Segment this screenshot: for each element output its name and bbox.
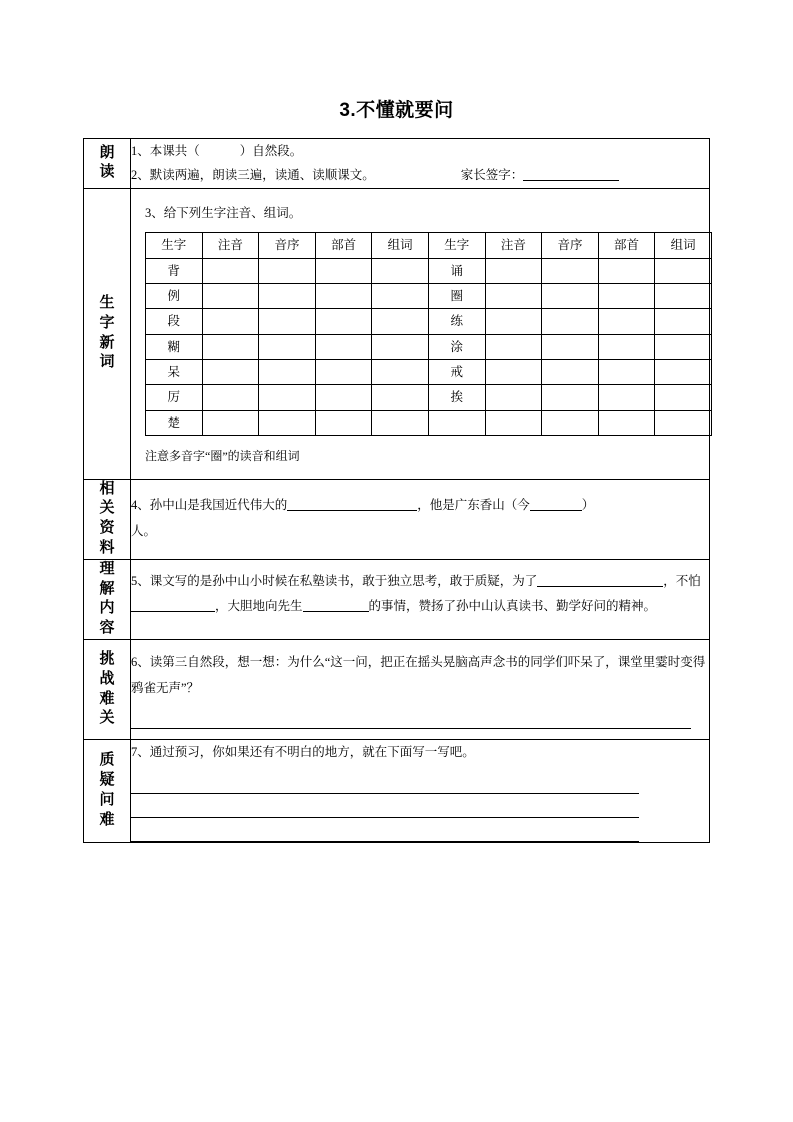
task-4-text-b: ，他是广东香山（今	[417, 498, 530, 513]
section-label-comprehension	[84, 559, 131, 639]
section-label-challenge	[84, 639, 131, 739]
character-table-header: 注音	[202, 233, 259, 258]
task-4-blank-2[interactable]	[530, 499, 582, 512]
label-char: 挑	[99, 650, 115, 667]
character-answer-cell[interactable]	[259, 258, 316, 283]
character-answer-cell[interactable]	[315, 283, 372, 308]
character-answer-cell[interactable]	[259, 309, 316, 334]
character-answer-cell[interactable]	[372, 410, 429, 435]
character-answer-cell[interactable]	[372, 258, 429, 283]
character-answer-cell[interactable]	[598, 283, 655, 308]
character-cell: 练	[428, 309, 485, 334]
character-answer-cell[interactable]	[372, 309, 429, 334]
character-answer-cell[interactable]	[485, 309, 542, 334]
section-body-newwords	[131, 188, 710, 479]
label-char: 读	[99, 164, 115, 181]
character-table-header: 生字	[146, 233, 203, 258]
character-answer-cell[interactable]	[598, 309, 655, 334]
task-5-blank-1[interactable]	[537, 574, 575, 587]
character-table-row	[146, 309, 712, 334]
task-1-line	[131, 139, 709, 163]
character-table-row	[146, 360, 712, 385]
spacer	[131, 729, 709, 739]
character-answer-cell[interactable]	[202, 385, 259, 410]
character-answer-cell[interactable]	[259, 410, 316, 435]
spacer	[131, 483, 709, 493]
character-answer-cell[interactable]	[202, 283, 259, 308]
task-7-prompt: 7、通过预习，你如果还有不明白的地方，就在下面写一写吧。	[131, 745, 475, 760]
character-answer-cell[interactable]	[485, 258, 542, 283]
character-answer-cell[interactable]	[259, 385, 316, 410]
paragraph-count-blank[interactable]	[200, 145, 240, 157]
character-cell: 圈	[428, 283, 485, 308]
character-cell: 涂	[428, 334, 485, 359]
character-answer-cell[interactable]	[598, 410, 655, 435]
character-answer-cell[interactable]	[655, 360, 712, 385]
task-7-answer-area[interactable]	[131, 770, 709, 842]
character-answer-cell[interactable]	[598, 258, 655, 283]
character-table-row	[146, 258, 712, 283]
character-answer-cell[interactable]	[485, 360, 542, 385]
character-cell: 厉	[146, 385, 203, 410]
parent-signature-label: 家长签字：	[460, 168, 524, 183]
character-answer-cell[interactable]	[315, 385, 372, 410]
section-row-newwords	[84, 188, 710, 479]
parent-signature-blank[interactable]	[523, 169, 619, 182]
section-body-materials	[131, 479, 710, 559]
character-answer-cell[interactable]	[315, 410, 372, 435]
label-char: 容	[99, 620, 115, 637]
label-char: 朗	[99, 144, 115, 161]
character-cell: 背	[146, 258, 203, 283]
character-table-header: 音序	[259, 233, 316, 258]
character-answer-cell[interactable]	[542, 283, 599, 308]
character-answer-cell[interactable]	[485, 334, 542, 359]
label-char: 难	[99, 811, 115, 828]
character-answer-cell[interactable]	[485, 385, 542, 410]
label-char: 词	[99, 354, 115, 371]
answer-line[interactable]	[131, 818, 639, 842]
character-cell: 楚	[146, 410, 203, 435]
label-char: 质	[99, 752, 115, 769]
label-char: 相	[99, 480, 115, 497]
task-6-answer-area[interactable]	[131, 705, 709, 729]
character-answer-cell[interactable]	[202, 410, 259, 435]
section-body-challenge	[131, 639, 710, 739]
character-answer-cell[interactable]	[598, 334, 655, 359]
section-row-questions	[84, 740, 710, 843]
section-body-reading	[131, 139, 710, 189]
label-char: 关	[99, 500, 115, 517]
character-answer-cell[interactable]	[315, 360, 372, 385]
character-answer-cell[interactable]	[202, 258, 259, 283]
spacer	[131, 620, 709, 630]
label-char: 战	[99, 670, 115, 687]
character-answer-cell[interactable]	[655, 385, 712, 410]
character-answer-cell[interactable]	[542, 410, 599, 435]
character-table-header-row	[146, 233, 712, 258]
section-label-reading	[84, 139, 131, 189]
character-answer-cell[interactable]	[542, 360, 599, 385]
label-char: 关	[99, 710, 115, 727]
character-answer-cell[interactable]	[372, 334, 429, 359]
task-5-text-a: 5、课文写的是孙中山小时候在私塾读书，敢于独立思考，敢于质疑，为了	[131, 573, 538, 588]
character-answer-cell[interactable]	[372, 283, 429, 308]
task-4-text-c: ）	[581, 498, 595, 513]
character-table-header: 部首	[598, 233, 655, 258]
spacer	[131, 640, 709, 650]
character-table-header: 音序	[542, 233, 599, 258]
character-answer-cell[interactable]	[372, 385, 429, 410]
answer-line[interactable]	[131, 794, 639, 818]
character-answer-cell[interactable]	[655, 283, 712, 308]
task-6-question: 6、读第三自然段，想一想：为什么“这一问，把正在摇头晃脑高声念书的同学们吓呆了，课堂里霎时变得鸦雀无声”？	[131, 654, 706, 695]
character-table-row	[146, 385, 712, 410]
character-cell: 呆	[146, 360, 203, 385]
task-3-prompt: 3、给下列生字注音、组词。	[145, 205, 302, 220]
label-char: 新	[99, 334, 115, 351]
character-answer-cell[interactable]	[315, 309, 372, 334]
character-cell: 段	[146, 309, 203, 334]
task-5-text-d: 的事情，赞扬了孙中山认真读书、勤学好问的精神。	[368, 599, 657, 614]
character-table-row	[146, 410, 712, 435]
section-label-materials	[84, 479, 131, 559]
section-label-newwords	[84, 188, 131, 479]
task-4-text-a: 4、孙中山是我国近代伟大的	[131, 498, 288, 513]
character-answer-cell[interactable]	[542, 385, 599, 410]
task-4-paragraph	[131, 493, 709, 544]
task-5-blank-1b[interactable]	[575, 574, 663, 587]
character-answer-cell[interactable]	[202, 309, 259, 334]
task-5-blank-2[interactable]	[131, 599, 215, 612]
section-body-comprehension	[131, 559, 710, 639]
label-char: 资	[99, 520, 115, 537]
task-5-text-c: ，大胆地向先生	[215, 599, 303, 614]
character-cell: 挨	[428, 385, 485, 410]
answer-line[interactable]	[131, 770, 639, 794]
section-label-questions	[84, 740, 131, 843]
character-answer-cell[interactable]	[655, 309, 712, 334]
task-1-text-a: 1、本课共（	[131, 144, 200, 158]
task-4-blank-1[interactable]	[287, 499, 417, 512]
character-table-header: 生字	[428, 233, 485, 258]
character-answer-cell[interactable]	[542, 258, 599, 283]
character-answer-cell[interactable]	[259, 334, 316, 359]
character-answer-cell[interactable]	[598, 360, 655, 385]
task-4-text-d: 人。	[131, 524, 157, 539]
character-cell	[428, 410, 485, 435]
label-char: 料	[99, 539, 115, 556]
character-practice-table	[145, 232, 712, 436]
character-answer-cell[interactable]	[655, 334, 712, 359]
label-char: 解	[99, 580, 115, 597]
character-answer-cell[interactable]	[485, 283, 542, 308]
page-title: 3.不懂就要问	[339, 100, 454, 121]
character-cell: 糊	[146, 334, 203, 359]
character-answer-cell[interactable]	[655, 410, 712, 435]
label-char: 难	[99, 690, 115, 707]
spacer	[131, 545, 709, 555]
label-char: 内	[99, 600, 115, 617]
character-table-header: 组词	[655, 233, 712, 258]
section-row-materials	[84, 479, 710, 559]
character-cell: 诵	[428, 258, 485, 283]
task-1-text-b: ）自然段。	[239, 144, 303, 158]
task-5-blank-3[interactable]	[303, 599, 369, 612]
label-char: 字	[99, 314, 115, 331]
task-5-text-b: ，不怕	[663, 573, 701, 588]
label-char: 生	[99, 295, 115, 312]
task-5-paragraph	[131, 569, 709, 620]
character-answer-cell[interactable]	[598, 385, 655, 410]
character-table-header: 组词	[372, 233, 429, 258]
character-cell: 例	[146, 283, 203, 308]
character-answer-cell[interactable]	[202, 334, 259, 359]
character-answer-cell[interactable]	[202, 360, 259, 385]
section-row-comprehension	[84, 559, 710, 639]
character-answer-cell[interactable]	[259, 283, 316, 308]
character-answer-cell[interactable]	[542, 309, 599, 334]
label-char: 疑	[99, 772, 115, 789]
section-body-questions	[131, 740, 710, 843]
character-answer-cell[interactable]	[542, 334, 599, 359]
character-table-row	[146, 334, 712, 359]
character-table-row	[146, 283, 712, 308]
section-row-challenge	[84, 639, 710, 739]
character-answer-cell[interactable]	[315, 258, 372, 283]
answer-line[interactable]	[131, 705, 691, 729]
task-2-text: 2、默读两遍，朗读三遍，读通、读顺课文。	[131, 168, 375, 183]
character-answer-cell[interactable]	[372, 360, 429, 385]
character-answer-cell[interactable]	[315, 334, 372, 359]
label-char: 理	[99, 560, 115, 577]
task-2-line	[131, 163, 709, 187]
character-table-header: 注音	[485, 233, 542, 258]
polyphone-note: 注意多音字“圈”的读音和组词	[145, 449, 300, 464]
character-answer-cell[interactable]	[485, 410, 542, 435]
section-row-reading	[84, 139, 710, 189]
character-answer-cell[interactable]	[259, 360, 316, 385]
label-char: 问	[99, 791, 115, 808]
worksheet-table	[83, 138, 710, 843]
character-cell: 戒	[428, 360, 485, 385]
character-table-header: 部首	[315, 233, 372, 258]
character-answer-cell[interactable]	[655, 258, 712, 283]
